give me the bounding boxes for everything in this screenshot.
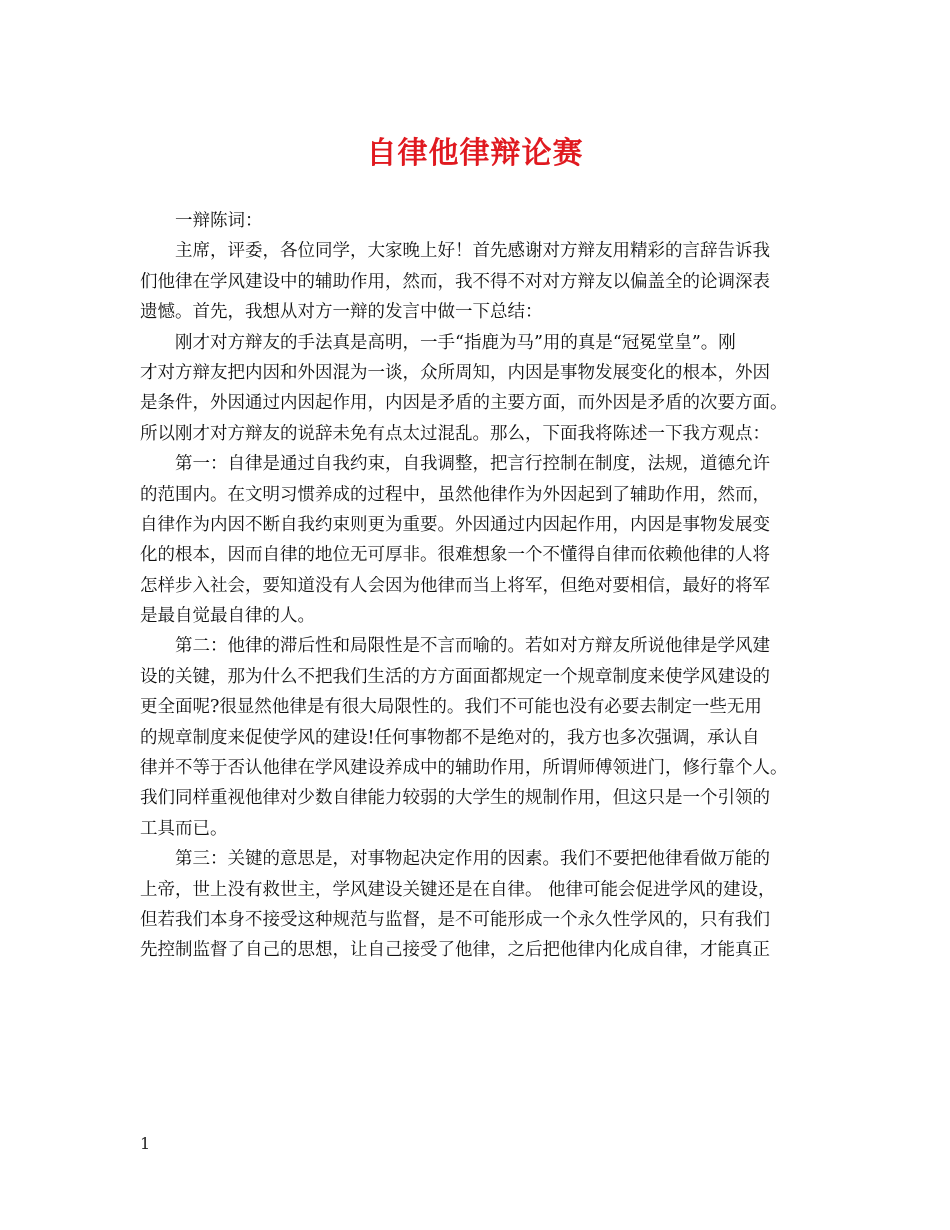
text-line: 化的根本，因而自律的地位无可厚非。很难想象一个不懂得自律而依赖他律的人将 [140, 545, 770, 566]
text-line: 遗憾。首先，我想从对方一辩的发言中做一下总结： [140, 302, 543, 323]
document-title: 自律他律辩论赛 [366, 136, 584, 171]
page-number: 1 [140, 1134, 151, 1153]
text-line: 的规章制度来促使学风的建设!任何事物都不是绝对的，我方也多次强调，承认自 [140, 727, 760, 748]
text-line: 是条件，外因通过内因起作用，内因是矛盾的主要方面，而外因是矛盾的次要方面。 [140, 393, 788, 414]
text-line: 更全面呢?很显然他律是有很大局限性的。我们不可能也没有必要去制定一些无用 [140, 697, 762, 718]
text-line: 所以刚才对方辩友的说辞未免有点太过混乱。那么，下面我将陈述一下我方观点： [140, 423, 770, 444]
text-line: 律并不等于否认他律在学风建设养成中的辅助作用，所谓师傅领进门，修行靠个人。 [140, 758, 788, 779]
text-line: 设的关键，那为什么不把我们生活的方方面面都规定一个规章制度来使学风建设的 [140, 666, 770, 687]
text-line: 自律作为内因不断自我约束则更为重要。外因通过内因起作用，内因是事物发展变 [140, 514, 770, 535]
text-line: 是最自觉最自律的人。 [140, 606, 315, 627]
text-line: 上帝，世上没有救世主，学风建设关键还是在自律。 他律可能会促进学风的建设， [140, 879, 776, 900]
text-line: 主席，评委，各位同学，大家晚上好！首先感谢对方辩友用精彩的言辞告诉我 [175, 241, 770, 262]
text-line: 怎样步入社会，要知道没有人会因为他律而当上将军，但绝对要相信，最好的将军 [140, 575, 770, 596]
text-line: 刚才对方辩友的手法真是高明，一手“指鹿为马”用的真是“冠冕堂皇”。刚 [175, 332, 736, 353]
text-line: 们他律在学风建设中的辅助作用，然而，我不得不对对方辩友以偏盖全的论调深表 [140, 271, 770, 292]
text-line: 第三：关键的意思是，对事物起决定作用的因素。我们不要把他律看做万能的 [175, 849, 770, 870]
text-line: 工具而已。 [140, 818, 228, 839]
text-line: 先控制监督了自己的思想，让自己接受了他律，之后把他律内化成自律，才能真正 [140, 940, 770, 961]
text-line: 第一：自律是通过自我约束，自我调整，把言行控制在制度，法规，道德允许 [175, 454, 770, 475]
text-line: 第二：他律的滞后性和局限性是不言而喻的。若如对方辩友所说他律是学风建 [175, 636, 770, 657]
text-line: 但若我们本身不接受这种规范与监督，是不可能形成一个永久性学风的，只有我们 [140, 909, 770, 930]
text-line: 才对方辩友把内因和外因混为一谈，众所周知，内因是事物发展变化的根本，外因 [140, 362, 770, 383]
text-line: 一辩陈词： [175, 211, 263, 231]
text-line: 我们同样重视他律对少数自律能力较弱的大学生的规制作用，但这只是一个引领的 [140, 788, 770, 809]
text-line: 的范围内。在文明习惯养成的过程中，虽然他律作为外因起到了辅助作用，然而， [140, 484, 770, 505]
document-body [140, 206, 820, 966]
